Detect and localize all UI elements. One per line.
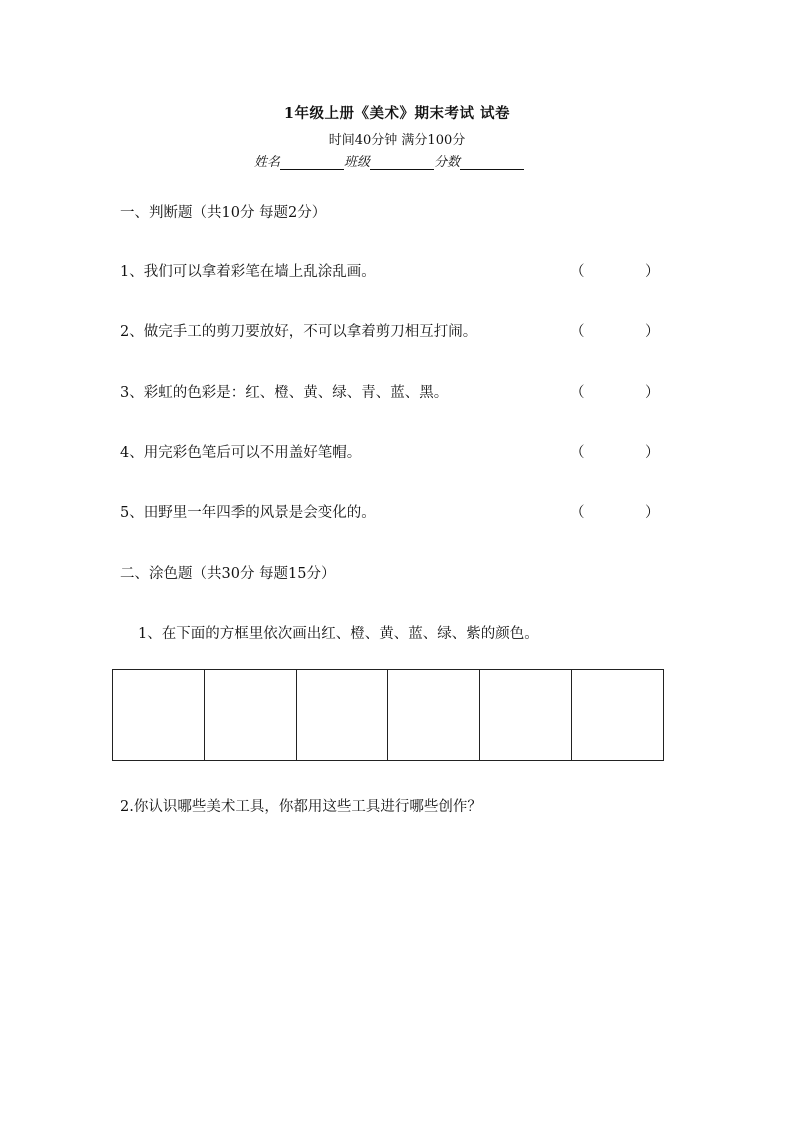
coloring-boxes xyxy=(112,669,664,761)
section-2-heading: 二、涂色题（共30分 每题15分） xyxy=(120,566,336,582)
student-info-line xyxy=(254,151,524,170)
exam-title: 1年级上册《美术》期末考试 试卷 xyxy=(283,105,511,122)
color-box-6[interactable] xyxy=(572,670,663,760)
answer-paren-close-4: ） xyxy=(645,445,660,461)
coloring-instruction: 1、在下面的方框里依次画出红、橙、黄、蓝、绿、紫的颜色。 xyxy=(138,626,539,642)
color-box-2[interactable] xyxy=(205,670,297,760)
answer-paren-open-3[interactable]: （ xyxy=(570,385,585,401)
score-label: 分数 xyxy=(434,155,461,170)
judgement-question-2: 2、做完手工的剪刀要放好，不可以拿着剪刀相互打闹。 xyxy=(120,324,478,340)
color-box-5[interactable] xyxy=(480,670,572,760)
answer-paren-open-5[interactable]: （ xyxy=(570,505,585,521)
name-blank[interactable] xyxy=(280,155,344,170)
answer-paren-open-1[interactable]: （ xyxy=(570,264,585,280)
judgement-question-3: 3、彩虹的色彩是：红、橙、黄、绿、青、蓝、黑。 xyxy=(120,385,449,401)
class-blank[interactable] xyxy=(370,155,434,170)
judgement-question-4: 4、用完彩色笔后可以不用盖好笔帽。 xyxy=(120,445,362,461)
score-blank[interactable] xyxy=(460,155,524,170)
answer-paren-close-1: ） xyxy=(645,264,660,280)
judgement-question-1: 1、我们可以拿着彩笔在墙上乱涂乱画。 xyxy=(120,264,376,280)
exam-subtitle: 时间40分钟 满分100分 xyxy=(328,133,466,148)
judgement-question-5: 5、田野里一年四季的风景是会变化的。 xyxy=(120,505,376,521)
class-label: 班级 xyxy=(344,155,371,170)
answer-paren-close-3: ） xyxy=(645,385,660,401)
section-1-heading: 一、判断题（共10分 每题2分） xyxy=(120,205,327,221)
color-box-4[interactable] xyxy=(388,670,480,760)
answer-paren-open-4[interactable]: （ xyxy=(570,445,585,461)
answer-paren-open-2[interactable]: （ xyxy=(570,324,585,340)
name-label: 姓名 xyxy=(254,155,281,170)
open-question-2: 2.你认识哪些美术工具，你都用这些工具进行哪些创作？ xyxy=(120,799,482,815)
answer-paren-close-2: ） xyxy=(645,324,660,340)
color-box-1[interactable] xyxy=(113,670,205,760)
answer-paren-close-5: ） xyxy=(645,505,660,521)
color-box-3[interactable] xyxy=(297,670,389,760)
